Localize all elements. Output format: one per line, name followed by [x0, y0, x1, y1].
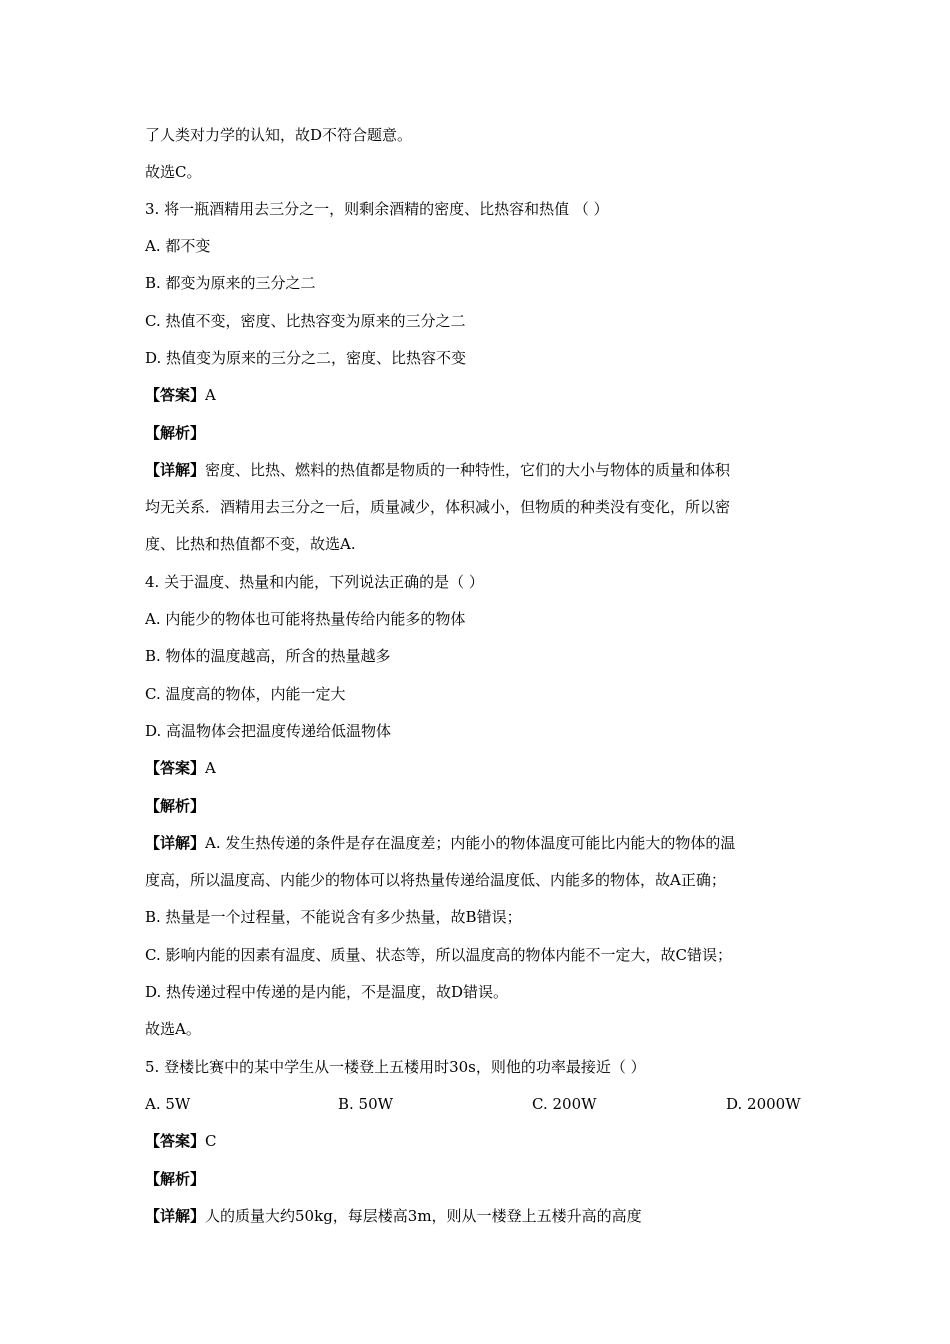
q4-analysis-tag [145, 795, 205, 817]
q5-option-d: D. 2000W [726, 1095, 801, 1113]
q3-detail-line-3: 度、比热和热值都不变，故选A. [145, 535, 356, 553]
q4-detail-line-5: D. 热传递过程中传递的是内能，不是温度，故D错误。 [145, 983, 509, 1001]
q4-option-b: B. 物体的温度越高，所含的热量越多 [145, 647, 391, 665]
q4-detail-line-3: B. 热量是一个过程量，不能说含有多少热量，故B错误； [145, 908, 522, 926]
q3-answer-value: A [205, 386, 216, 404]
q5-detail-line-1 [145, 1205, 642, 1227]
q3-answer [145, 384, 216, 406]
q5-option-a: A. 5W [145, 1095, 191, 1113]
prev-conclusion-line: 故选C。 [145, 163, 202, 181]
q5-answer [145, 1130, 217, 1152]
q5-answer-value: C [205, 1132, 217, 1150]
q3-option-c: C. 热值不变，密度、比热容变为原来的三分之二 [145, 312, 466, 330]
q3-detail-tag: 【详解】 [145, 461, 206, 479]
q5-analysis-tag [145, 1168, 205, 1190]
q4-option-d: D. 高温物体会把温度传递给低温物体 [145, 722, 392, 740]
q5-option-b: B. 50W [338, 1095, 394, 1113]
prev-explanation-line: 了人类对力学的认知，故D不符合题意。 [145, 126, 413, 144]
q3-analysis-tag [145, 422, 205, 444]
q4-answer [145, 757, 216, 779]
q4-detail-tag: 【详解】 [145, 834, 206, 852]
q4-answer-tag: 【答案】 [145, 759, 206, 777]
q3-detail-line-2: 均无关系．酒精用去三分之一后，质量减少，体积减小，但物质的种类没有变化，所以密 [145, 498, 731, 516]
q4-analysis-label: 【解析】 [145, 797, 206, 815]
q4-detail-line-1 [145, 832, 735, 854]
q5-answer-tag: 【答案】 [145, 1132, 206, 1150]
q4-conclusion: 故选A。 [145, 1020, 201, 1038]
q3-option-b: B. 都变为原来的三分之二 [145, 274, 316, 292]
q4-detail-line-4: C. 影响内能的因素有温度、质量、状态等，所以温度高的物体内能不一定大，故C错误； [145, 946, 732, 964]
q3-detail-text-1: 密度、比热、燃料的热值都是物质的一种特性，它们的大小与物体的质量和体积 [205, 461, 731, 479]
q5-detail-tag: 【详解】 [145, 1207, 206, 1225]
q3-option-a: A. 都不变 [145, 237, 211, 255]
q3-detail-line-1 [145, 459, 730, 481]
q5-analysis-label: 【解析】 [145, 1170, 206, 1188]
q5-detail-text-1: 人的质量大约50kg，每层楼高3m，则从一楼登上五楼升高的高度 [205, 1207, 642, 1225]
q5-stem: 5. 登楼比赛中的某中学生从一楼登上五楼用时30s，则他的功率最接近（ ） [145, 1058, 646, 1076]
q4-option-c: C. 温度高的物体，内能一定大 [145, 685, 346, 703]
q4-detail-line-2: 度高，所以温度高、内能少的物体可以将热量传递给温度低、内能多的物体，故A正确； [145, 871, 726, 889]
q4-option-a: A. 内能少的物体也可能将热量传给内能多的物体 [145, 610, 466, 628]
q3-answer-tag: 【答案】 [145, 386, 206, 404]
q3-stem: 3. 将一瓶酒精用去三分之一，则剩余酒精的密度、比热容和热值 （ ） [145, 200, 609, 218]
q4-detail-text-1: A. 发生热传递的条件是存在温度差；内能小的物体温度可能比内能大的物体的温 [205, 834, 736, 852]
q3-analysis-label: 【解析】 [145, 424, 206, 442]
q3-option-d: D. 热值变为原来的三分之二，密度、比热容不变 [145, 349, 467, 367]
q5-option-c: C. 200W [532, 1095, 597, 1113]
q4-stem: 4. 关于温度、热量和内能，下列说法正确的是（ ） [145, 573, 484, 591]
q4-answer-value: A [205, 759, 216, 777]
